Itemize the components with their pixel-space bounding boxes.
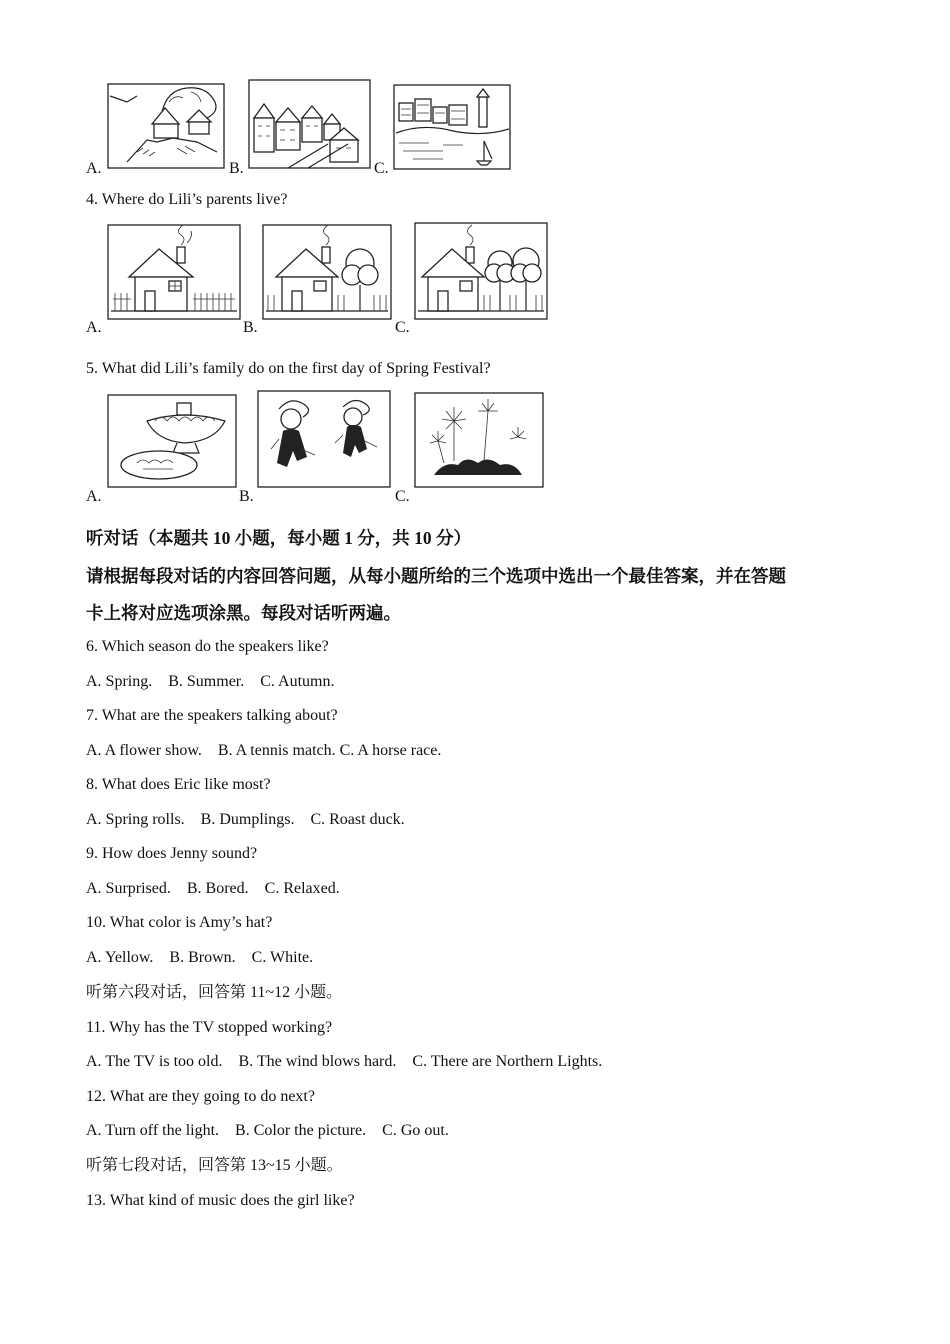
q3-option-a-label: A. — [86, 160, 102, 177]
q5-picture-a — [107, 393, 239, 491]
q5-option-c-label: C. — [395, 488, 410, 505]
q5-option-a-label: A. — [86, 488, 102, 505]
section-instruction-line1: 请根据每段对话的内容回答问题，从每小题所给的三个选项中选出一个最佳答案，并在答题 — [86, 566, 786, 586]
question-7-options: A. A flower show. B. A tennis match. C. A horse race. — [86, 742, 442, 759]
dialogue-6-note: 听第六段对话，回答第 11~12 小题。 — [86, 984, 343, 1001]
q5-picture-b — [257, 389, 393, 491]
question-12-options: A. Turn off the light. B. Color the picture. C. Go out. — [86, 1122, 449, 1139]
section-title: 听对话（本题共 10 小题，每小题 1 分，共 10 分） — [86, 528, 471, 548]
question-10: 10. What color is Amy’s hat? — [86, 914, 273, 931]
q4-option-b-label: B. — [243, 319, 258, 336]
question-11: 11. Why has the TV stopped working? — [86, 1019, 333, 1036]
question-9-options: A. Surprised. B. Bored. C. Relaxed. — [86, 880, 340, 897]
question-6-options: A. Spring. B. Summer. C. Autumn. — [86, 673, 335, 690]
q3-option-b-label: B. — [229, 160, 244, 177]
question-8: 8. What does Eric like most? — [86, 776, 271, 793]
question-8-options: A. Spring rolls. B. Dumplings. C. Roast duck. — [86, 811, 405, 828]
q3-option-c-label: C. — [374, 160, 389, 177]
question-12: 12. What are they going to do next? — [86, 1088, 315, 1105]
question-11-options: A. The TV is too old. B. The wind blows hard. C. There are Northern Lights. — [86, 1053, 603, 1070]
q4-option-c-label: C. — [395, 319, 410, 336]
q4-picture-c — [414, 221, 550, 323]
q5-picture-c — [414, 391, 546, 491]
q4-question: 4. Where do Lili’s parents live? — [86, 191, 288, 208]
question-7: 7. What are the speakers talking about? — [86, 707, 338, 724]
dialogue-7-note: 听第七段对话，回答第 13~15 小题。 — [86, 1157, 343, 1174]
q4-option-a-label: A. — [86, 319, 102, 336]
q4-picture-a — [107, 223, 243, 323]
q3-picture-a — [107, 82, 227, 172]
q5-question: 5. What did Lili’s family do on the first day of Spring Festival? — [86, 360, 491, 377]
q5-option-b-label: B. — [239, 488, 254, 505]
question-9: 9. How does Jenny sound? — [86, 845, 258, 862]
section-instruction-line2: 卡上将对应选项涂黑。每段对话听两遍。 — [86, 603, 401, 623]
q4-picture-b — [262, 223, 394, 323]
question-6: 6. Which season do the speakers like? — [86, 638, 329, 655]
question-13: 13. What kind of music does the girl like? — [86, 1192, 355, 1209]
q3-picture-c — [393, 83, 513, 173]
question-10-options: A. Yellow. B. Brown. C. White. — [86, 949, 314, 966]
q3-picture-b — [248, 78, 373, 172]
